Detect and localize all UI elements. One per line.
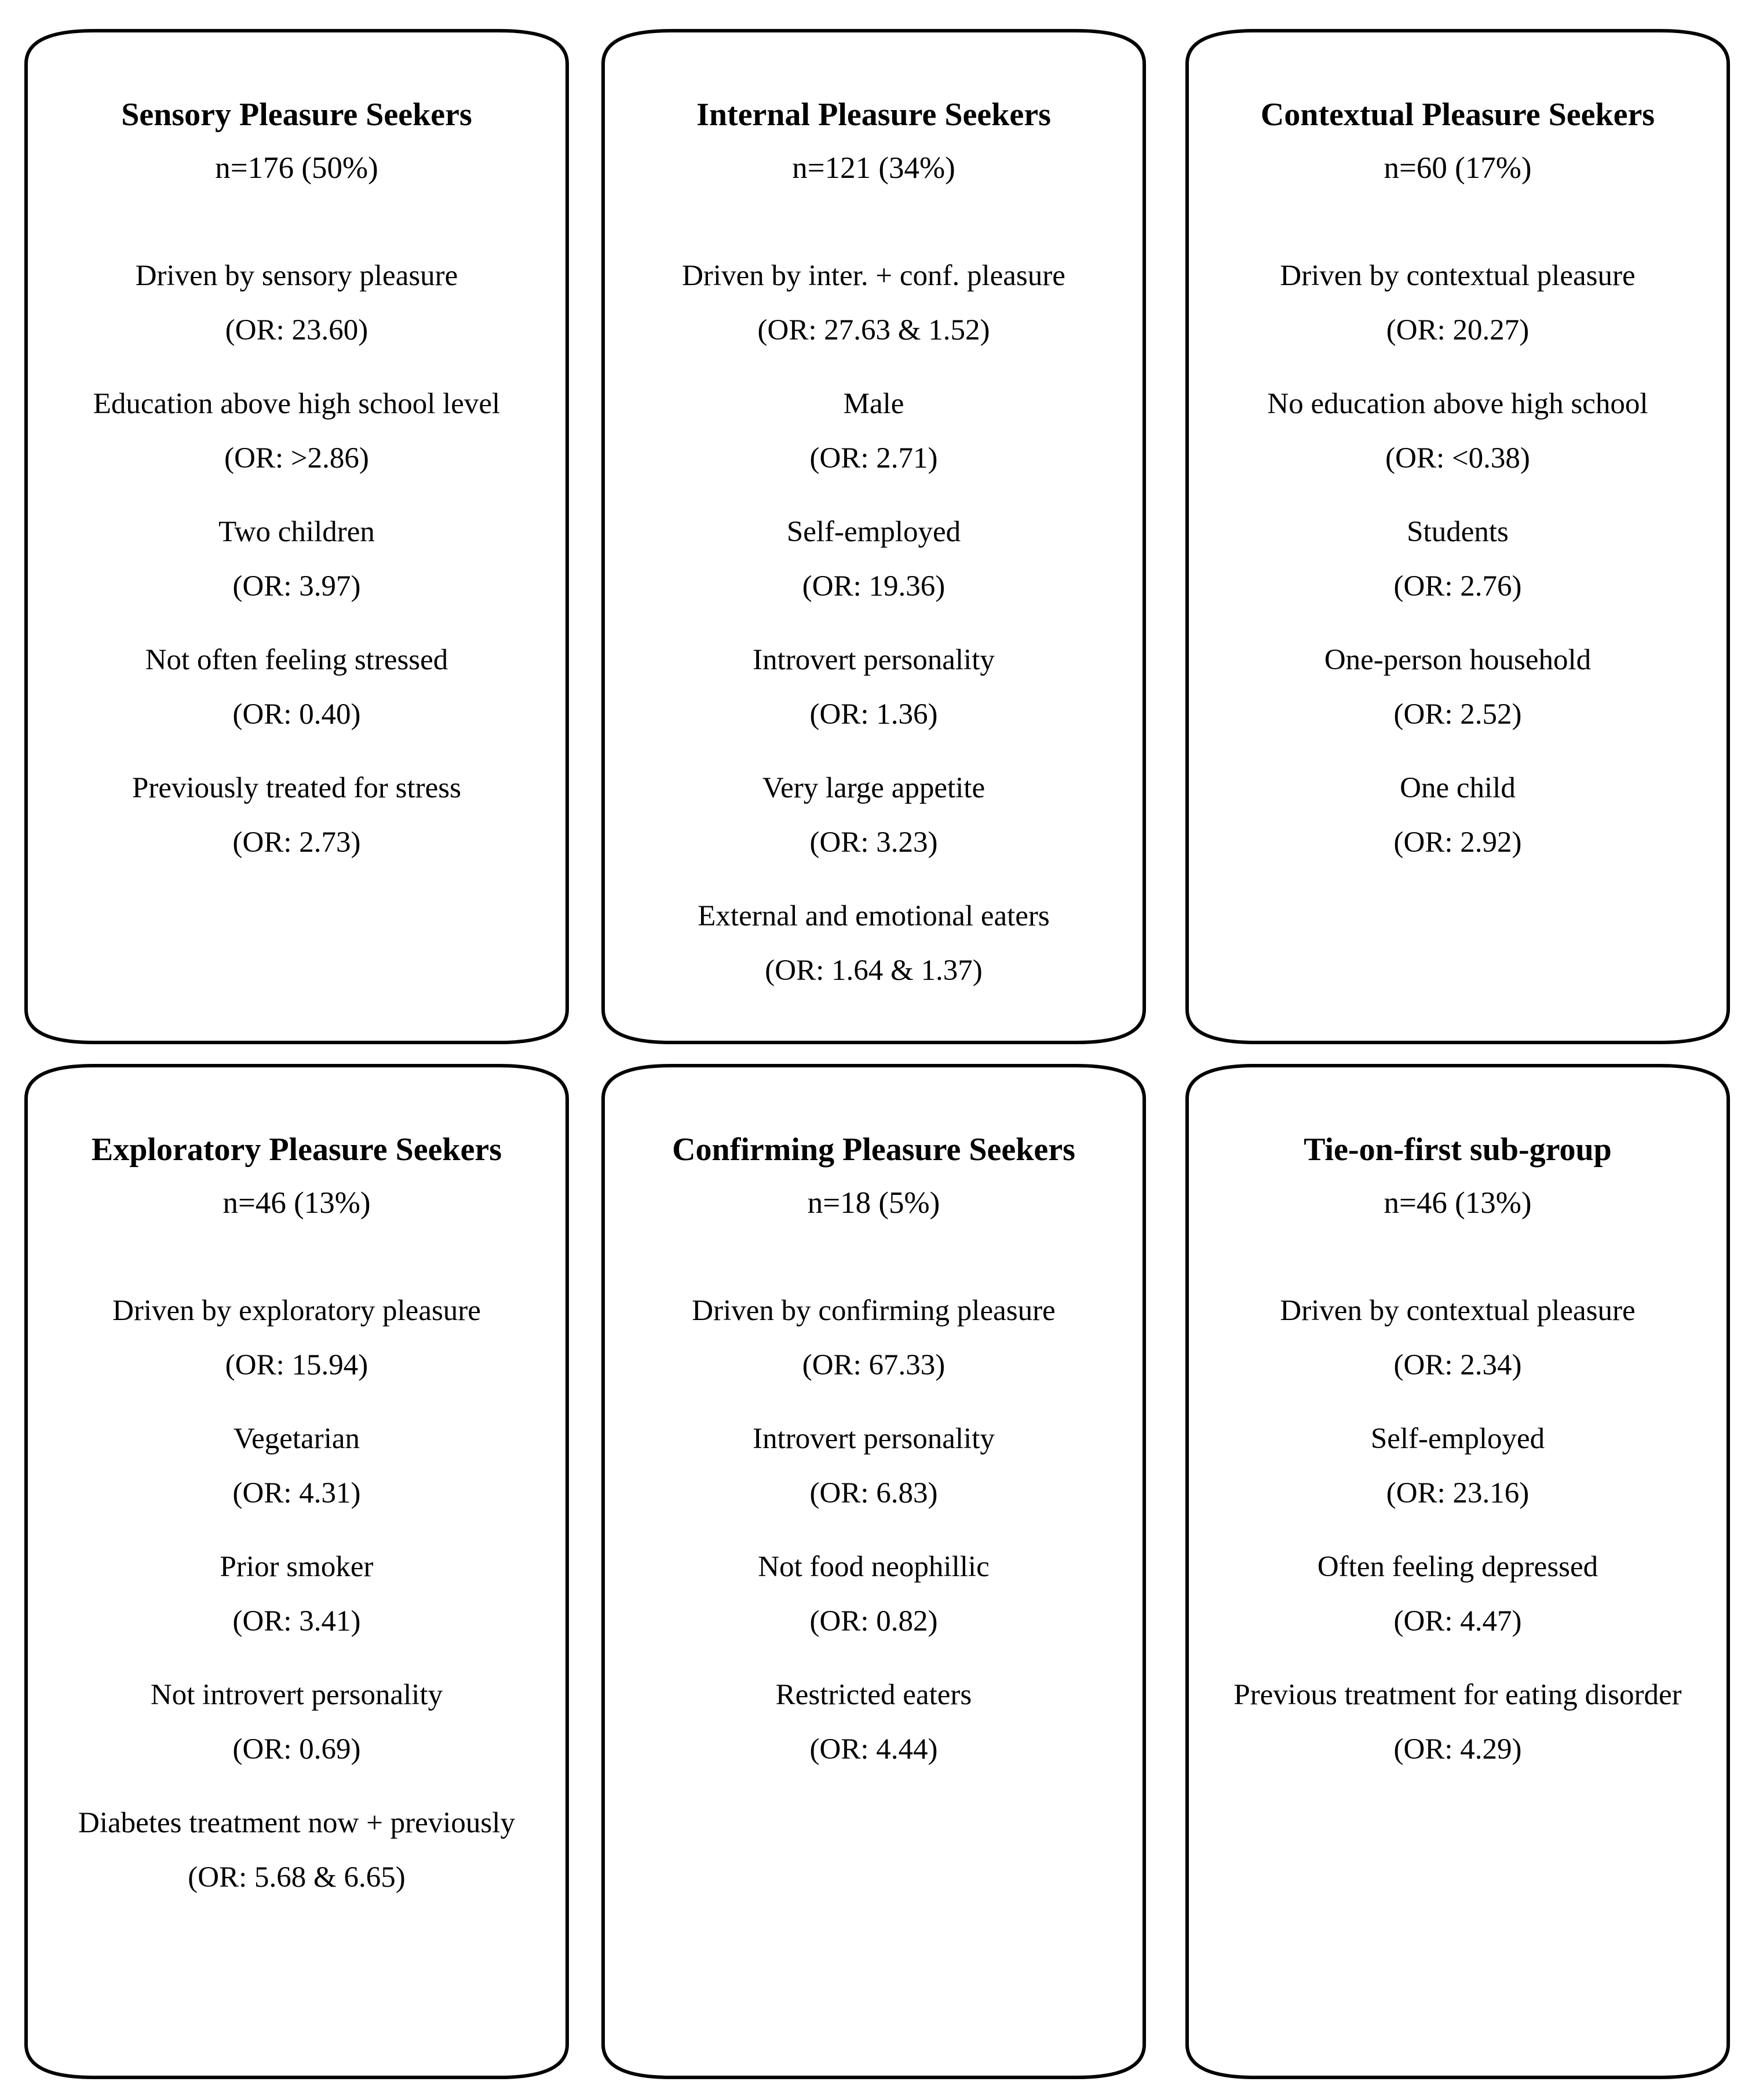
factor-item [24, 515, 569, 604]
panel-tie-on-first [1185, 1064, 1730, 2079]
panel-count: n=46 (13%) [1384, 1186, 1532, 1220]
factor-item [24, 1678, 569, 1767]
odds-ratio: (OR: 0.82) [809, 1605, 938, 1638]
factor-label: Male [843, 388, 904, 420]
factor-item [24, 1550, 569, 1639]
panel-title: Sensory Pleasure Seekers [121, 97, 472, 133]
factor-label: Restricted eaters [775, 1679, 972, 1711]
panel-count: n=60 (17%) [1384, 151, 1532, 185]
panel-title: Exploratory Pleasure Seekers [91, 1132, 502, 1168]
factor-label: Introvert personality [753, 644, 995, 676]
odds-ratio: (OR: 3.97) [232, 570, 361, 603]
factor-label: Education above high school level [93, 388, 501, 420]
odds-ratio: (OR: 2.92) [1393, 826, 1522, 859]
odds-ratio: (OR: 0.40) [232, 698, 361, 731]
factor-label: One child [1400, 772, 1516, 804]
factor-item [24, 258, 569, 348]
factor-item [601, 899, 1146, 988]
odds-ratio: (OR: 19.36) [802, 570, 946, 603]
factor-item [1185, 515, 1730, 604]
factor-item [1185, 1550, 1730, 1639]
factor-item [1185, 771, 1730, 860]
odds-ratio: (OR: 20.27) [1386, 314, 1530, 347]
odds-ratio: (OR: <0.38) [1385, 442, 1530, 475]
factor-label: Diabetes treatment now + previously [78, 1807, 515, 1839]
factor-item [1185, 1678, 1730, 1767]
odds-ratio: (OR: 4.44) [809, 1733, 938, 1766]
factor-label: Very large appetite [762, 772, 986, 804]
factor-item [601, 1678, 1146, 1767]
factor-label: Self-employed [786, 516, 961, 548]
factor-label: Students [1407, 516, 1509, 548]
panel-internal [601, 29, 1146, 1044]
panel-sensory [24, 29, 569, 1044]
factor-item [601, 643, 1146, 732]
odds-ratio: (OR: 2.76) [1393, 570, 1522, 603]
factor-label: Driven by contextual pleasure [1280, 260, 1636, 292]
factor-item [601, 515, 1146, 604]
factor-item [601, 771, 1146, 860]
odds-ratio: (OR: 15.94) [225, 1349, 368, 1381]
factor-item [1185, 258, 1730, 348]
factor-label: No education above high school [1267, 388, 1648, 420]
factor-label: Often feeling depressed [1317, 1551, 1598, 1583]
odds-ratio: (OR: 2.34) [1393, 1349, 1522, 1381]
factor-label: Not introvert personality [150, 1679, 443, 1711]
factor-label: Driven by sensory pleasure [135, 260, 458, 292]
factor-item [601, 258, 1146, 348]
factor-item [1185, 387, 1730, 476]
factor-item [1185, 1421, 1730, 1511]
odds-ratio: (OR: 5.68 & 6.65) [188, 1861, 406, 1894]
factor-item [1185, 643, 1730, 732]
panel-title: Internal Pleasure Seekers [696, 97, 1051, 133]
factor-label: Driven by confirming pleasure [692, 1295, 1056, 1327]
odds-ratio: (OR: 6.83) [809, 1477, 938, 1510]
odds-ratio: (OR: 0.69) [232, 1733, 361, 1766]
panel-exploratory [24, 1064, 569, 2079]
odds-ratio: (OR: 4.31) [232, 1477, 361, 1510]
factor-label: Two children [218, 516, 375, 548]
factor-label: Vegetarian [233, 1423, 360, 1455]
odds-ratio: (OR: 1.64 & 1.37) [765, 954, 983, 987]
factor-item [24, 771, 569, 860]
odds-ratio: (OR: 3.41) [232, 1605, 361, 1638]
factor-item [24, 1806, 569, 1895]
panel-confirming [601, 1064, 1146, 2079]
factor-label: Prior smoker [220, 1551, 374, 1583]
panel-count: n=121 (34%) [792, 151, 955, 185]
panel-contextual [1185, 29, 1730, 1044]
factor-label: Self-employed [1370, 1423, 1545, 1455]
factor-item [24, 1293, 569, 1383]
odds-ratio: (OR: 4.29) [1393, 1733, 1522, 1766]
panel-count: n=46 (13%) [222, 1186, 371, 1220]
panel-title: Contextual Pleasure Seekers [1260, 97, 1655, 133]
factor-item [601, 1293, 1146, 1383]
factor-item [24, 1421, 569, 1511]
odds-ratio: (OR: 3.23) [809, 826, 938, 859]
odds-ratio: (OR: 23.16) [1386, 1477, 1530, 1510]
factor-label: Previously treated for stress [132, 772, 461, 804]
factor-label: Previous treatment for eating disorder [1233, 1679, 1682, 1711]
odds-ratio: (OR: 2.73) [232, 826, 361, 859]
factor-item [601, 1550, 1146, 1639]
factor-label: External and emotional eaters [698, 900, 1050, 932]
factor-label: One-person household [1324, 644, 1592, 676]
odds-ratio: (OR: 23.60) [225, 314, 368, 347]
factor-item [24, 643, 569, 732]
panel-title: Tie-on-first sub-group [1304, 1132, 1612, 1168]
factor-item [24, 387, 569, 476]
panel-count: n=18 (5%) [807, 1186, 940, 1220]
panel-count: n=176 (50%) [215, 151, 378, 185]
odds-ratio: (OR: 2.71) [809, 442, 938, 475]
factor-label: Driven by exploratory pleasure [112, 1295, 481, 1327]
odds-ratio: (OR: 67.33) [802, 1349, 946, 1381]
factor-label: Driven by contextual pleasure [1280, 1295, 1636, 1327]
factor-label: Not food neophillic [758, 1551, 990, 1583]
factor-label: Not often feeling stressed [145, 644, 448, 676]
odds-ratio: (OR: 27.63 & 1.52) [757, 314, 990, 347]
odds-ratio: (OR: 4.47) [1393, 1605, 1522, 1638]
panel-title: Confirming Pleasure Seekers [672, 1132, 1075, 1168]
odds-ratio: (OR: >2.86) [224, 442, 369, 475]
factor-item [601, 387, 1146, 476]
factor-item [601, 1421, 1146, 1511]
odds-ratio: (OR: 1.36) [809, 698, 938, 731]
odds-ratio: (OR: 2.52) [1393, 698, 1522, 731]
factor-label: Driven by inter. + conf. pleasure [682, 260, 1065, 292]
factor-item [1185, 1293, 1730, 1383]
factor-label: Introvert personality [753, 1423, 995, 1455]
